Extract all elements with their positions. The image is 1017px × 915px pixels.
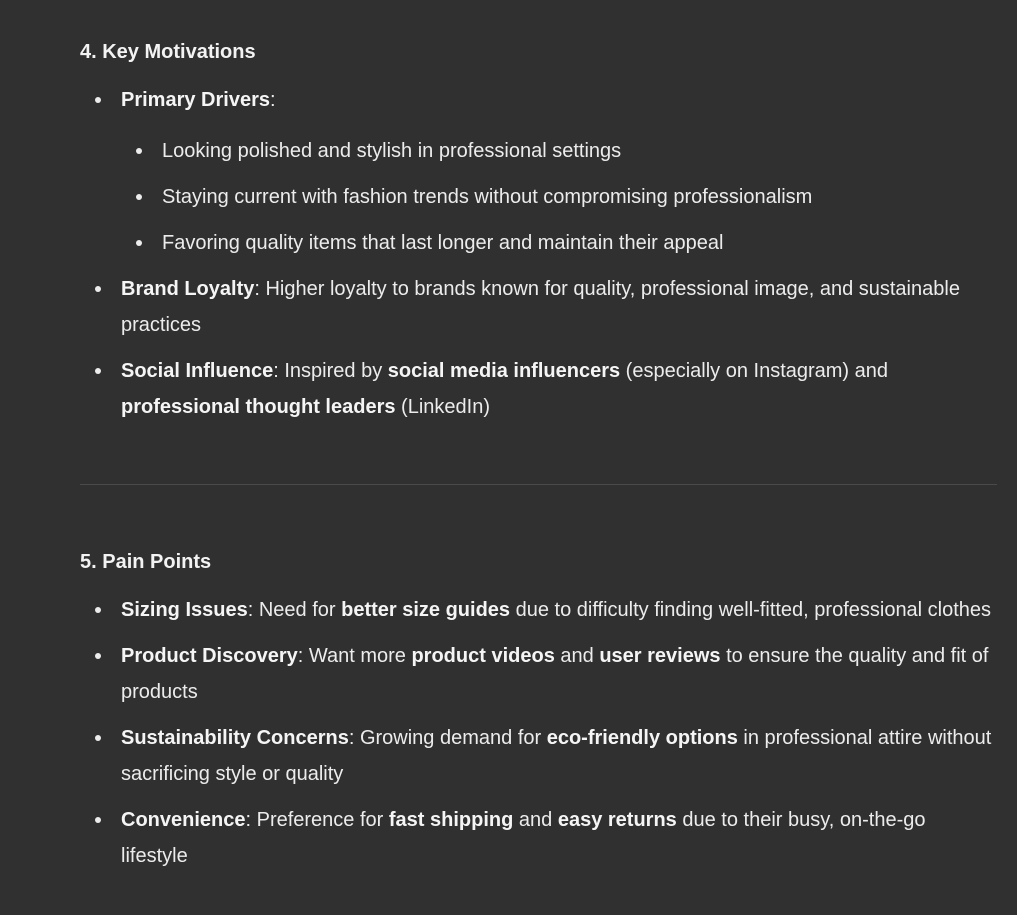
item-emphasis: professional thought leaders bbox=[121, 396, 396, 418]
item-text: and bbox=[554, 645, 600, 667]
item-text: and bbox=[513, 809, 558, 831]
list-item-sustainability-concerns bbox=[80, 720, 997, 792]
item-text: : Higher loyalty to brands known for quality, professional image, and sustainable practices bbox=[121, 278, 960, 336]
item-emphasis: eco-friendly options bbox=[546, 727, 738, 749]
primary-drivers-sublist bbox=[121, 133, 997, 261]
item-label: Brand Loyalty bbox=[121, 278, 255, 300]
item-label: Product Discovery bbox=[121, 645, 298, 667]
item-text: : bbox=[269, 89, 276, 111]
item-label: Sizing Issues bbox=[121, 599, 248, 621]
item-emphasis: user reviews bbox=[599, 645, 721, 667]
list-item-sizing-issues bbox=[80, 592, 997, 628]
list-item-social-influence bbox=[80, 353, 997, 425]
item-text: : Want more bbox=[297, 645, 412, 667]
item-text: (LinkedIn) bbox=[395, 396, 490, 418]
item-text: due to difficulty finding well-fitted, professional clothes bbox=[510, 599, 992, 621]
item-text: in professional attire without sacrificing style or quality bbox=[121, 727, 992, 785]
item-text: to ensure the quality and fit of products bbox=[121, 645, 989, 703]
motivations-list bbox=[80, 82, 997, 425]
item-label: Social Influence bbox=[121, 360, 274, 382]
section-pain-points bbox=[80, 547, 997, 884]
list-item-product-discovery bbox=[80, 638, 997, 710]
list-item-primary-drivers bbox=[80, 82, 997, 261]
sub-list-item: Favoring quality items that last longer and maintain their appeal bbox=[121, 225, 997, 261]
section-heading: 5. Pain Points bbox=[80, 551, 212, 573]
section-heading: 4. Key Motivations bbox=[80, 41, 256, 63]
item-text: : Preference for bbox=[245, 809, 389, 831]
sub-list-item: Staying current with fashion trends without compromising professionalism bbox=[121, 179, 997, 215]
item-text: : Inspired by bbox=[273, 360, 388, 382]
item-emphasis: fast shipping bbox=[388, 809, 514, 831]
item-emphasis: social media influencers bbox=[387, 360, 621, 382]
section-key-motivations bbox=[80, 37, 997, 435]
section-divider bbox=[80, 484, 997, 485]
item-emphasis: better size guides bbox=[341, 599, 511, 621]
pain-points-list bbox=[80, 592, 997, 874]
sub-list-item: Looking polished and stylish in professional settings bbox=[121, 133, 997, 169]
item-label: Sustainability Concerns bbox=[121, 727, 349, 749]
item-text: : Growing demand for bbox=[348, 727, 547, 749]
item-text: : Need for bbox=[247, 599, 342, 621]
item-text: due to their busy, on-the-go lifestyle bbox=[121, 809, 926, 867]
item-label: Convenience bbox=[121, 809, 246, 831]
list-item-brand-loyalty bbox=[80, 271, 997, 343]
list-item-convenience bbox=[80, 802, 997, 874]
item-emphasis: easy returns bbox=[557, 809, 677, 831]
item-emphasis: product videos bbox=[411, 645, 555, 667]
item-text: (especially on Instagram) and bbox=[620, 360, 889, 382]
item-label: Primary Drivers bbox=[121, 89, 270, 111]
